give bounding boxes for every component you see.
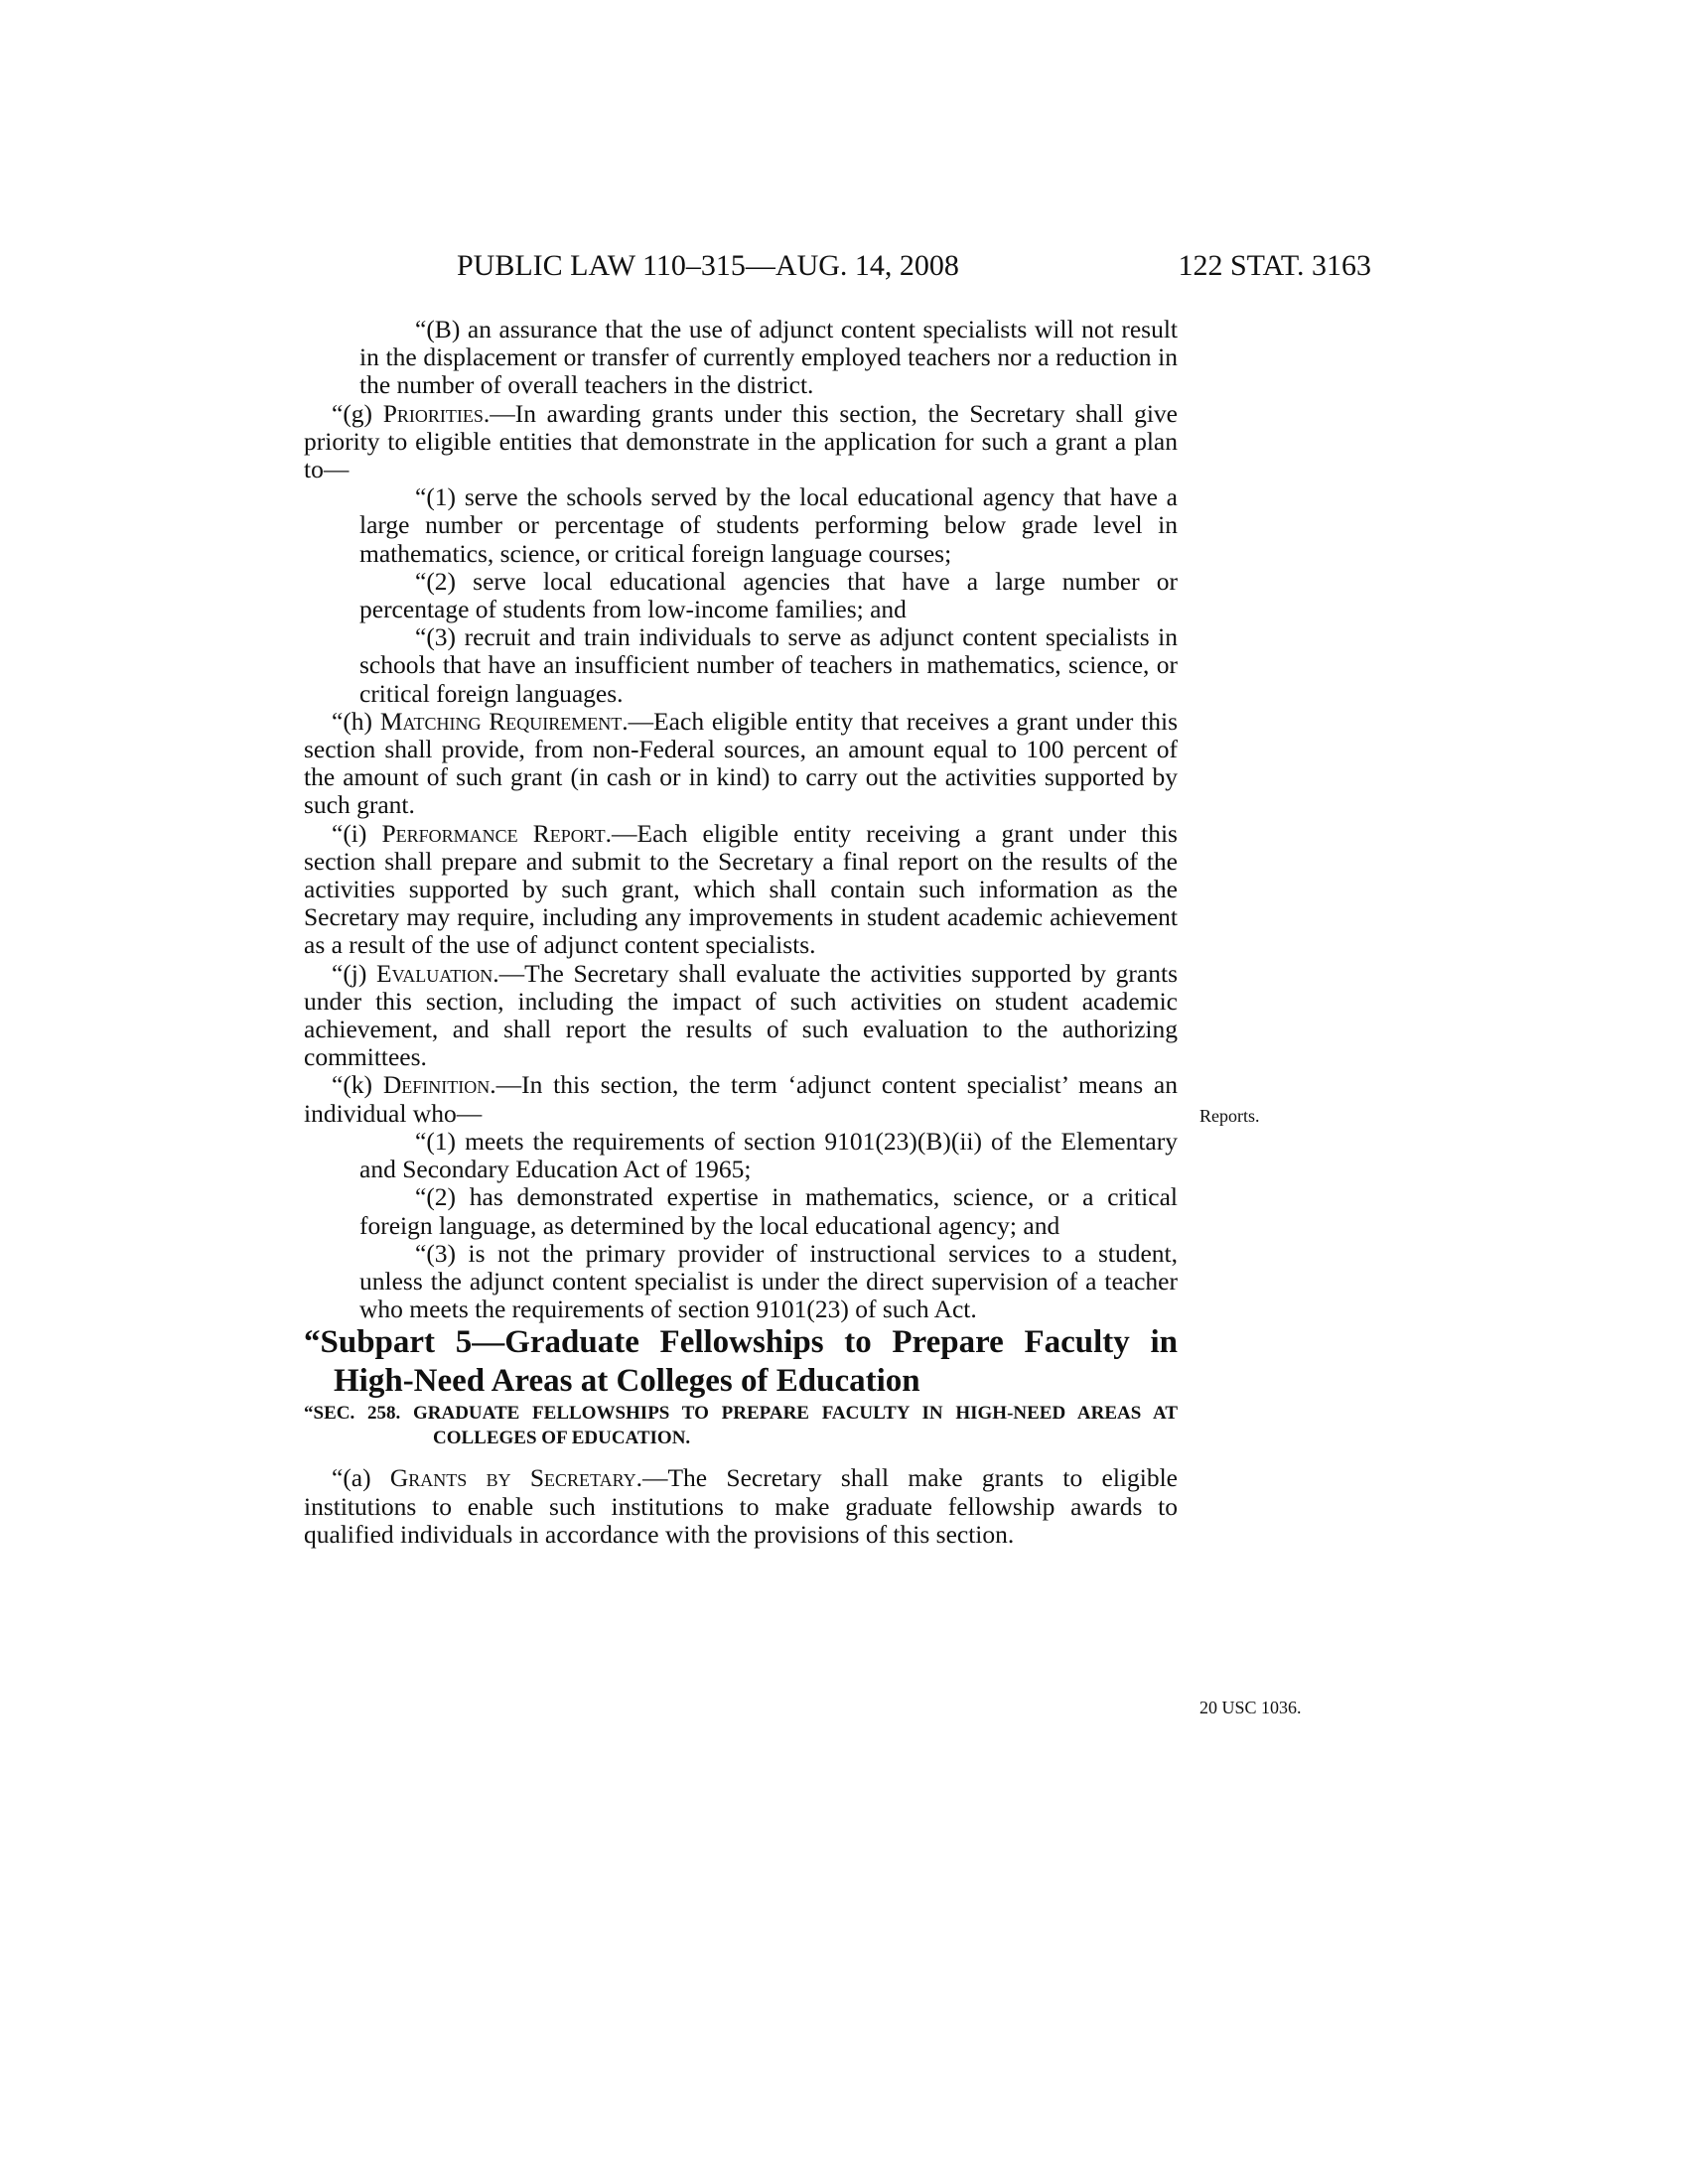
- subpart-title: “Subpart 5—Graduate Fellowships to Prepare Faculty in High-Need Areas at Colleges of Education: [304, 1324, 1178, 1400]
- page-header: [304, 246, 1371, 286]
- margin-note-usc-citation: 20 USC 1036.: [1199, 1698, 1302, 1717]
- paragraph-heading: Performance Report: [381, 818, 606, 848]
- paragraph-g1: “(1) serve the schools served by the local educational agency that have a large number or percentage of students performing below grade level in mathematics, science, or critical foreign language courses;: [359, 482, 1178, 568]
- body-text: [304, 316, 1178, 1549]
- paragraph-text: .—In awarding grants under this section, the Secretary shall give priority to eligible entities that demonstrate in the application for such a grant a plan to—: [304, 398, 1178, 484]
- paragraph-k1: “(1) meets the requirements of section 9101(23)(B)(ii) of the Elementary and Secondary Education Act of 1965;: [359, 1126, 1178, 1184]
- paragraph-k2: “(2) has demonstrated expertise in mathematics, science, or a critical foreign language, as determined by the local educational agency; and: [359, 1182, 1178, 1240]
- section-heading: “SEC. 258. GRADUATE FELLOWSHIPS TO PREPARE FACULTY IN HIGH-NEED AREAS AT COLLEGES OF EDUCATION.: [304, 1403, 1178, 1449]
- paragraph-text: .—Each eligible entity that receives a grant under this section shall provide, from non-Federal sources, an amount equal to 100 percent of the amount of such grant (in cash or in kind) to carry out the activities supported by such grant.: [304, 706, 1178, 820]
- margin-note-reports: Reports.: [1199, 1106, 1260, 1126]
- paragraph-g2: “(2) serve local educational agencies that have a large number or percentage of students from low-income families; and: [359, 566, 1178, 624]
- paragraph-heading: Evaluation: [376, 958, 493, 988]
- paragraph-label: “(j): [332, 958, 377, 988]
- paragraph-label: “(i): [332, 818, 382, 848]
- paragraph-label: “(g): [332, 398, 383, 428]
- paragraph-k-definition: [304, 1071, 1178, 1127]
- paragraph-a-grants-by-secretary: [304, 1464, 1178, 1549]
- paragraph-text: .—The Secretary shall make grants to eligible institutions to enable such institutions to make graduate fellowship awards to qualified individuals in accordance with the provisions of this section.: [304, 1463, 1178, 1549]
- paragraph-j-evaluation: [304, 960, 1178, 1072]
- paragraph-text: .—In this section, the term ‘adjunct content specialist’ means an individual who—: [304, 1070, 1178, 1128]
- paragraph-b-assurance: “(B) an assurance that the use of adjunct content specialists will not result in the displacement or transfer of currently employed teachers nor a reduction in the number of overall teachers in the district.: [359, 315, 1178, 400]
- running-head: PUBLIC LAW 110–315—AUG. 14, 2008: [457, 249, 959, 282]
- paragraph-label: “(k): [332, 1070, 383, 1100]
- paragraph-text: .—Each eligible entity receiving a grant under this section shall prepare and submit to the Secretary a final report on the results of the activities supported by such grant, which shall contain such information as the Secretary may require, including any improvements in student academic achievement as a result of the use of adjunct content specialists.: [304, 818, 1178, 960]
- paragraph-i-performance-report: [304, 820, 1178, 960]
- paragraph-label: “(h): [332, 706, 380, 736]
- paragraph-heading: Definition: [382, 1070, 491, 1100]
- paragraph-label: “(a): [332, 1463, 390, 1493]
- paragraph-text: .—The Secretary shall evaluate the activities supported by grants under this section, including the impact of such activities on student academic achievement, and shall report the results of such evaluation to the authorizing committees.: [304, 958, 1178, 1072]
- statute-page-number: 122 STAT. 3163: [1178, 249, 1371, 282]
- paragraph-g3: “(3) recruit and train individuals to serve as adjunct content specialists in schools that have an insufficient number of teachers in mathematics, science, or critical foreign languages.: [359, 622, 1178, 708]
- paragraph-heading: Matching Requirement: [379, 706, 623, 736]
- paragraph-heading: Grants by Secretary: [389, 1463, 636, 1493]
- paragraph-g-priorities: [304, 400, 1178, 484]
- paragraph-k3: “(3) is not the primary provider of instructional services to a student, unless the adjunct content specialist is under the direct supervision of a teacher who meets the requirements of section 9101(23) of such Act.: [359, 1238, 1178, 1324]
- paragraph-heading: Priorities: [382, 398, 484, 428]
- paragraph-h-matching-requirement: [304, 708, 1178, 820]
